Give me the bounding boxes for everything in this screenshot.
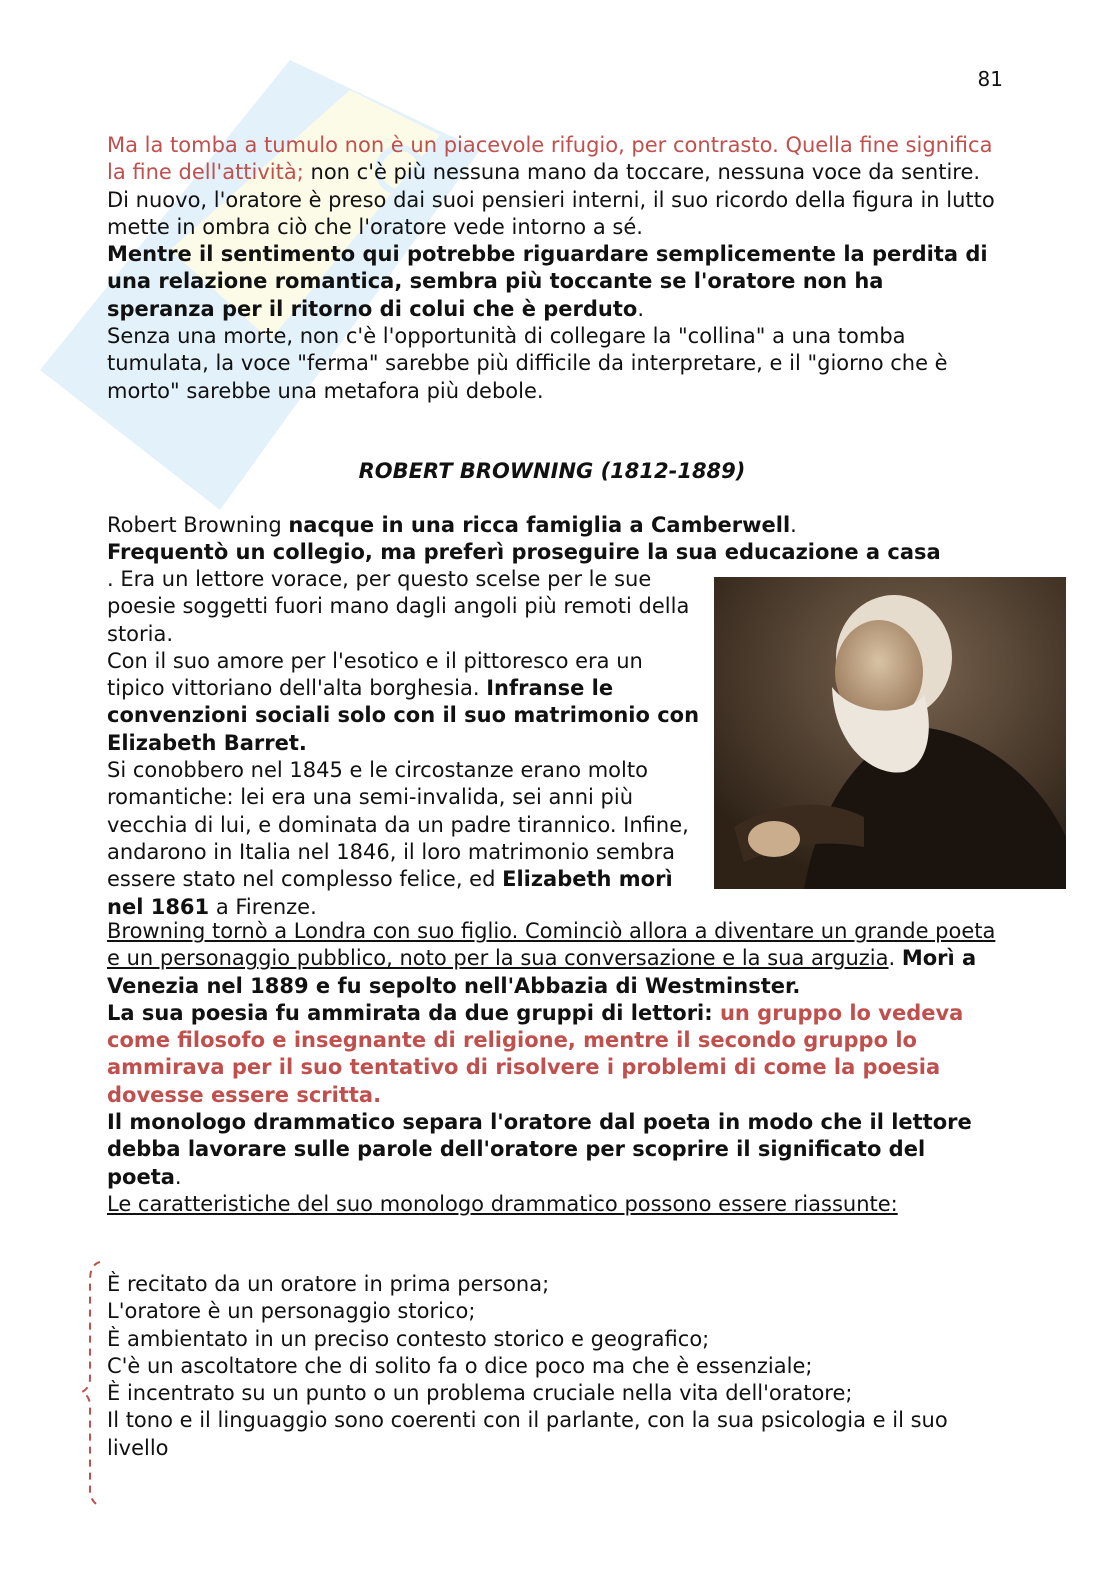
intro-paragraph [107, 132, 997, 405]
intro-normal-text: non c'è più nessuna mano da toccare, nessuna voce da sentire. Di nuovo, l'oratore è preso dai suoi pensieri interni, il suo ricordo della figura in lutto mette in ombra ciò che l'oratore vede intorno a sé. [107, 160, 995, 239]
bio-p6-bold: La sua poesia fu ammirata da due gruppi di lettori: [107, 1000, 720, 1025]
bio-p5-underline: Browning tornò a Londra con suo figlio. Cominciò allora a diventare un grande poeta e un personaggio pubblico, noto per la sua conversazione e la sua arguzia [107, 919, 996, 971]
bio-p7-end: . [174, 1164, 182, 1189]
bio-p6-red-bold: un gruppo lo vedeva come filosofo e insegnante di religione, mentre il secondo gruppo lo ammirava per il suo tentativo di risolvere i problemi di come la poesia dovesse essere scritta. [107, 1000, 964, 1107]
feature-item: L'oratore è un personaggio storico; [107, 1299, 476, 1324]
bio-p5-bold: Morì a Venezia nel 1889 e fu sepolto nell'Abbazia di Westminster. [107, 946, 977, 998]
biography-continued [107, 918, 997, 1218]
bio-p2-bold: Frequentò un collegio, ma preferì proseguire la sua educazione a casa [107, 540, 941, 565]
bio-p5-sep: . [888, 946, 902, 971]
features-list [107, 1271, 997, 1462]
bio-p4-normal: Si conobbero nel 1845 e le circostanze erano molto romantiche: lei era una semi-invalida, sei anni più vecchia di lui, e dominata da un padre tirannico. Infine, andarono in Italia nel 1846, il loro matrimonio sembra essere stato nel complesso felice, ed [107, 758, 689, 892]
bio-p7-bold: Il monologo drammatico separa l'oratore dal poeta in modo che il lettore debba lavorare sulle parole dell'oratore per scoprire il significato del poeta [107, 1110, 972, 1189]
feature-item: C'è un ascoltatore che di solito fa o dice poco ma che è essenziale; [107, 1353, 813, 1378]
bio-p8-underline: Le caratteristiche del suo monologo drammatico possono essere riassunte: [107, 1191, 898, 1216]
bio-p3-normal: Con il suo amore per l'esotico e il pittoresco era un tipico vittoriano dell'alta borghesia. [107, 648, 643, 701]
section-title: ROBERT BROWNING (1812-1889) [358, 459, 746, 483]
page-number: 81 [977, 67, 1003, 91]
red-dashed-bracket [78, 1258, 108, 1508]
biography-text-column [107, 566, 705, 921]
intro-bold-text: Mentre il sentimento qui potrebbe riguardare semplicemente la perdita di una relazione romantica, sembra più toccante se l'oratore non ha speranza per il ritorno di colui che è perduto [107, 242, 988, 321]
feature-item: Il tono e il linguaggio sono coerenti con il parlante, con la sua psicologia e il suo livello [107, 1408, 948, 1460]
bio-p3-bold: Infranse le convenzioni sociali solo con il suo matrimonio con Elizabeth Barret. [107, 676, 700, 755]
robert-browning-portrait [714, 577, 1066, 889]
bio-p2-rest-text: . Era un lettore vorace, per questo scelse per le sue poesie soggetti fuori mano dagli angoli più remoti della storia. [107, 567, 690, 646]
biography [107, 512, 997, 567]
intro-bold-end: . [637, 296, 645, 321]
bio-p4-bold: Elizabeth morì nel 1861 [107, 867, 673, 919]
bio-p4-end: a Firenze. [209, 894, 317, 919]
bio-p1-end: . [790, 513, 797, 537]
intro-closing-text: Senza una morte, non c'è l'opportunità di collegare la "collina" a una tomba tumulata, la voce "ferma" sarebbe più difficile da interpretare, e il "giorno che è morto" sarebbe una metafora più debole. [107, 324, 948, 403]
feature-item: È incentrato su un punto o un problema cruciale nella vita dell'oratore; [107, 1381, 853, 1406]
bio-p1-normal: Robert Browning [107, 513, 289, 537]
intro-red-text: Ma la tomba a tumulo non è un piacevole rifugio, per contrasto. Quella fine significa la fine dell'attività; [107, 133, 993, 185]
feature-item: È recitato da un oratore in prima persona; [107, 1272, 550, 1296]
bio-p1-bold: nacque in una ricca famiglia a Camberwell [288, 513, 791, 537]
feature-item: È ambientato in un preciso contesto storico e geografico; [107, 1326, 710, 1351]
